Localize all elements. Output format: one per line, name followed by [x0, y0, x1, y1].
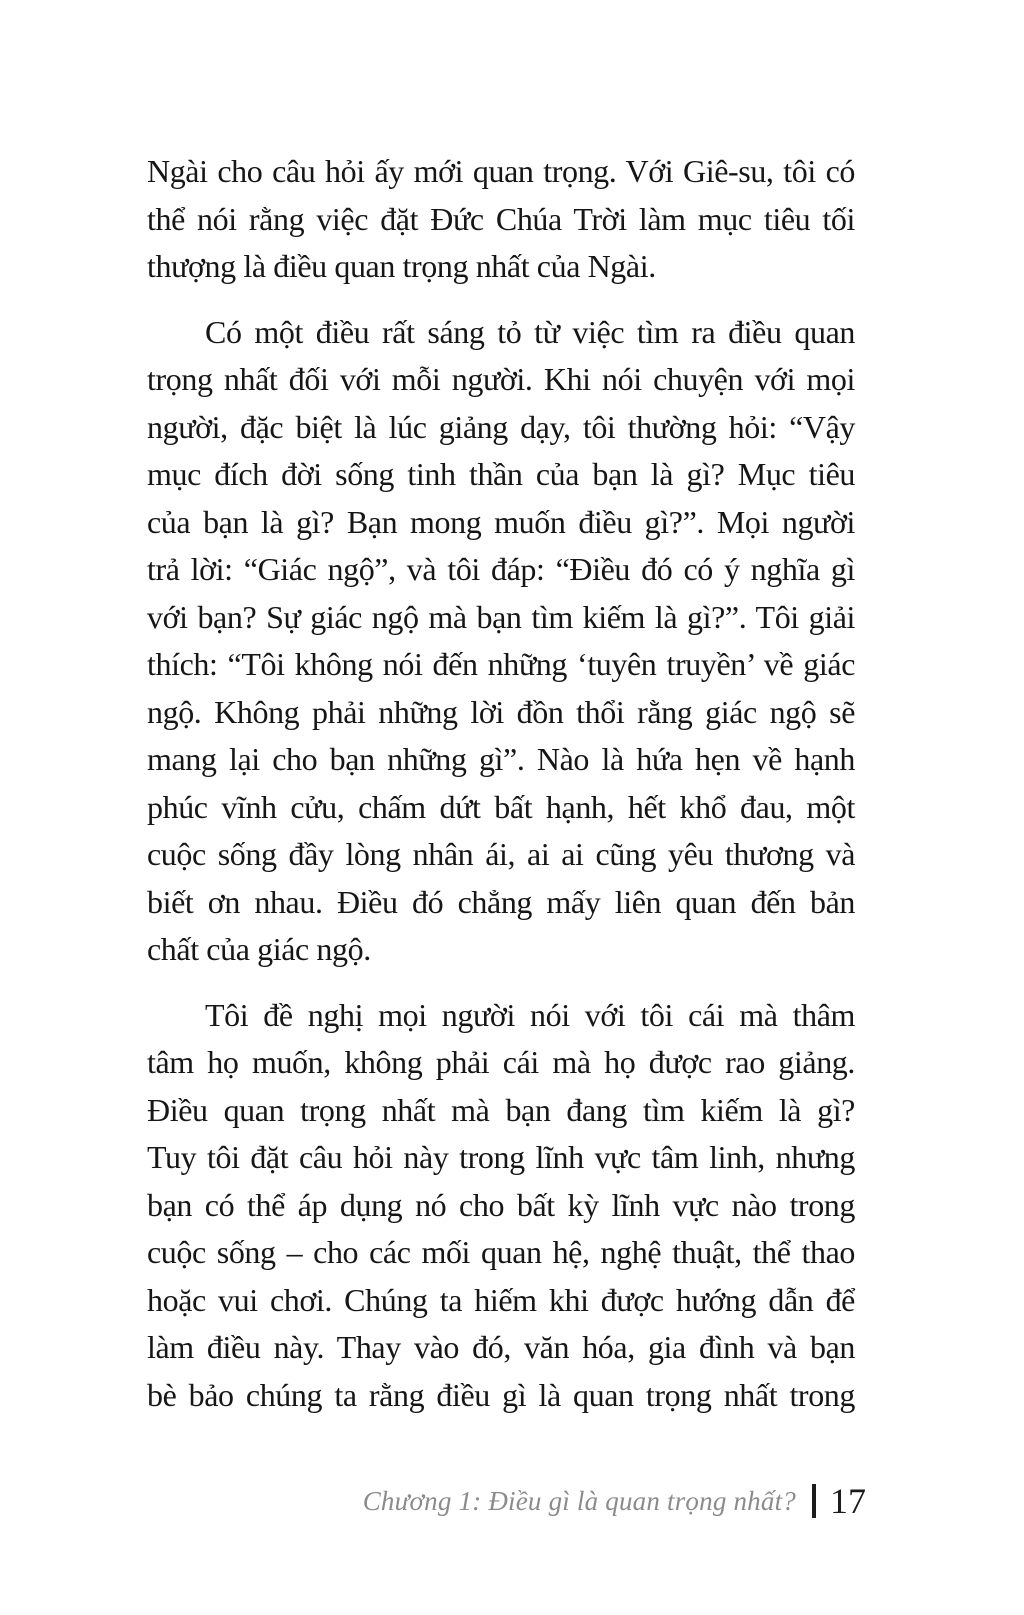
text-line: Có một điều rất sáng tỏ từ việc tìm ra điều quan: [205, 313, 855, 350]
body-text: [147, 148, 855, 1437]
paragraph: [147, 992, 855, 1420]
text-line: bè bảo chúng ta rằng điều gì là quan trọng nhất trong: [147, 1376, 855, 1413]
paragraph: [147, 148, 855, 291]
text-line: người, đặc biệt là lúc giảng dạy, tôi thường hỏi: “Vậy: [147, 408, 855, 445]
text-line: mục đích đời sống tinh thần của bạn là gì? Mục tiêu: [147, 456, 855, 492]
paragraph: [147, 309, 855, 974]
text-line: thể nói rằng việc đặt Đức Chúa Trời làm mục tiêu tối: [147, 200, 855, 237]
text-line: cuộc sống đầy lòng nhân ái, ai ai cũng yêu thương và: [147, 836, 855, 872]
running-footer-chapter-title: Chương 1: Điều gì là quan trọng nhất?: [362, 1485, 796, 1516]
text-line: làm điều này. Thay vào đó, văn hóa, gia đình và bạn: [147, 1329, 855, 1365]
text-line: Tôi đề nghị mọi người nói với tôi cái mà thâm: [205, 996, 855, 1033]
text-line: thích: “Tôi không nói đến những ‘tuyên truyền’ về giác: [147, 646, 855, 682]
text-line: Ngài cho câu hỏi ấy mới quan trọng. Với Giê-su, tôi có: [147, 153, 855, 189]
text-line: chất của giác ngộ.: [147, 931, 371, 967]
text-line: mang lại cho bạn những gì”. Nào là hứa hẹn về hạnh: [147, 741, 855, 777]
footer-separator-bar: [812, 1484, 816, 1518]
page-number: 17: [830, 1481, 866, 1521]
text-line: trọng nhất đối với mỗi người. Khi nói chuyện với mọi: [147, 361, 855, 397]
text-line: trả lời: “Giác ngộ”, và tôi đáp: “Điều đó có ý nghĩa gì: [147, 551, 855, 587]
text-line: hoặc vui chơi. Chúng ta hiếm khi được hướng dẫn để: [147, 1281, 855, 1318]
text-line: Tuy tôi đặt câu hỏi này trong lĩnh vực tâm linh, nhưng: [147, 1139, 855, 1175]
text-line: tâm họ muốn, không phải cái mà họ được rao giảng.: [147, 1044, 855, 1080]
text-line: Điều quan trọng nhất mà bạn đang tìm kiếm là gì?: [147, 1091, 855, 1128]
text-line: biết ơn nhau. Điều đó chẳng mấy liên quan đến bản: [147, 883, 855, 920]
page-footer: [363, 1480, 866, 1522]
text-line: bạn có thể áp dụng nó cho bất kỳ lĩnh vực nào trong: [147, 1186, 855, 1223]
text-line: của bạn là gì? Bạn mong muốn điều gì?”. Mọi người: [147, 503, 855, 540]
text-line: phúc vĩnh cửu, chấm dứt bất hạnh, hết khổ đau, một: [147, 788, 855, 825]
text-line: cuộc sống – cho các mối quan hệ, nghệ thuật, thể thao: [147, 1234, 855, 1270]
text-line: với bạn? Sự giác ngộ mà bạn tìm kiếm là gì?”. Tôi giải: [147, 598, 855, 635]
text-line: thượng là điều quan trọng nhất của Ngài.: [147, 248, 656, 284]
text-line: ngộ. Không phải những lời đồn thổi rằng giác ngộ sẽ: [147, 693, 855, 730]
